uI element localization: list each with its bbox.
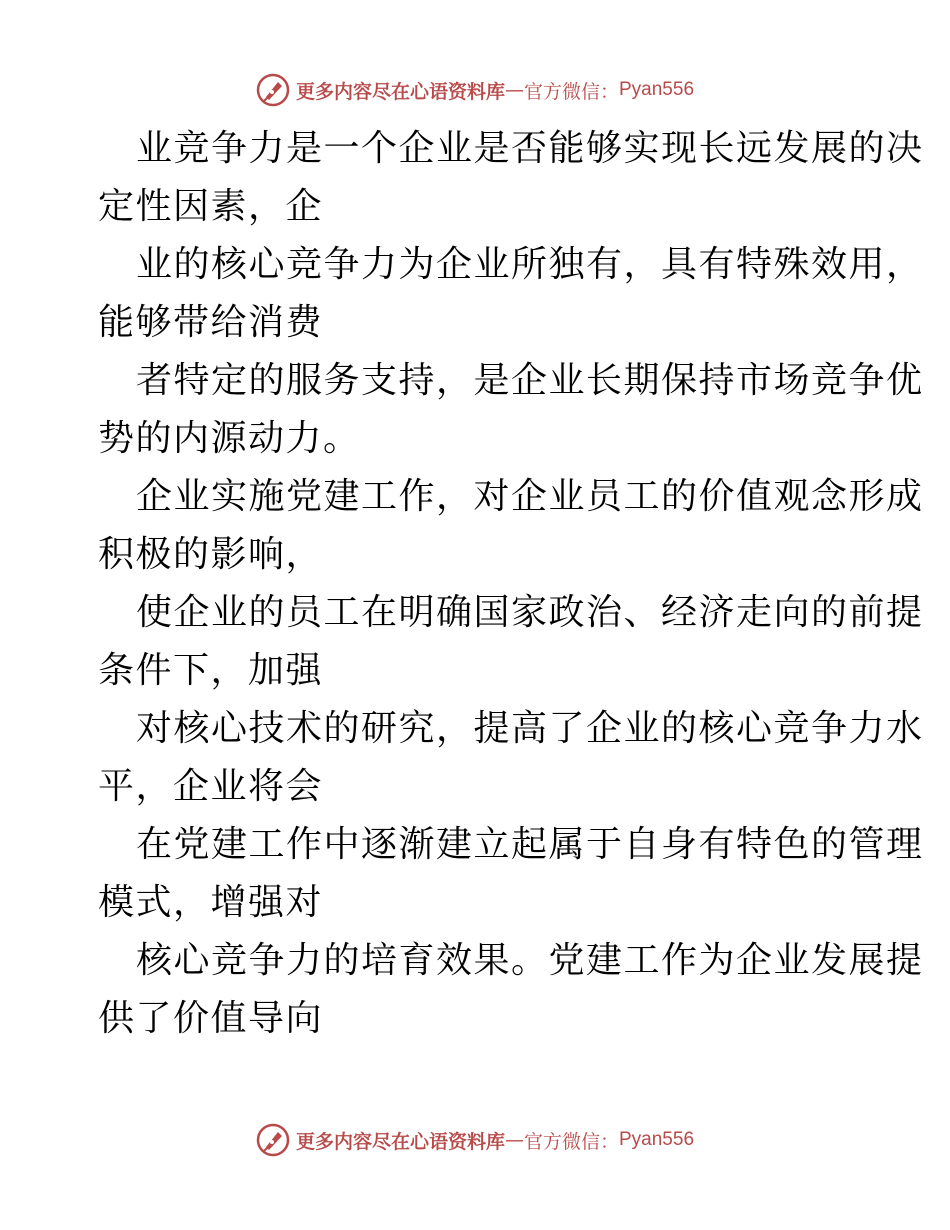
paragraph (98, 584, 924, 700)
paragraph-line: 核心竞争力的培育效果。党建工作为企业发展提 (136, 940, 924, 981)
paragraph (98, 236, 924, 352)
paragraph-line: 势的内源动力。 (98, 418, 361, 459)
pen-nib-logo-icon (256, 73, 290, 107)
paragraph-line: 者特定的服务支持，是企业长期保持市场竞争优 (136, 360, 924, 401)
paragraph-line: 对核心技术的研究，提高了企业的核心竞争力水 (136, 708, 924, 749)
paragraph-line: 平，企业将会 (98, 766, 324, 807)
paragraph-line: 积极的影响， (98, 534, 324, 575)
paragraph-line: 企业实施党建工作，对企业员工的价值观念形成 (136, 476, 924, 517)
paragraph-line: 使企业的员工在明确国家政治、经济走向的前提 (136, 592, 924, 633)
paragraph-line: 在党建工作中逐渐建立起属于自身有特色的管理 (136, 824, 924, 865)
paragraph-line: 模式，增强对 (98, 882, 324, 923)
paragraph-line: 供了价值导向 (98, 998, 324, 1039)
paragraph (98, 468, 924, 584)
pen-nib-logo-icon (256, 1123, 290, 1157)
paragraph (98, 816, 924, 932)
paragraph-line: 定性因素，企 (98, 186, 324, 227)
paragraph-line: 条件下，加强 (98, 650, 324, 691)
paragraph (98, 932, 924, 1048)
paragraph (98, 700, 924, 816)
watermark-wechat-id: Pyan556 (619, 79, 695, 100)
watermark-wechat-label: 官方微信： (523, 80, 619, 103)
header-watermark (0, 70, 950, 110)
paragraph (98, 352, 924, 468)
watermark-separator: — (504, 1129, 524, 1151)
paragraph-line: 能够带给消费 (98, 302, 324, 343)
paragraph (98, 120, 924, 236)
document-body (98, 120, 924, 1048)
watermark-site-text: 更多内容尽在心语资料库 (295, 80, 505, 103)
watermark-site-text: 更多内容尽在心语资料库 (295, 1130, 505, 1153)
watermark-wechat-label: 官方微信： (523, 1130, 619, 1153)
footer-watermark (0, 1120, 950, 1160)
watermark-separator: — (504, 79, 524, 101)
paragraph-line: 业的核心竞争力为企业所独有，具有特殊效用， (136, 244, 924, 285)
watermark-wechat-id: Pyan556 (619, 1129, 695, 1150)
paragraph-line: 业竞争力是一个企业是否能够实现长远发展的决 (136, 128, 924, 169)
